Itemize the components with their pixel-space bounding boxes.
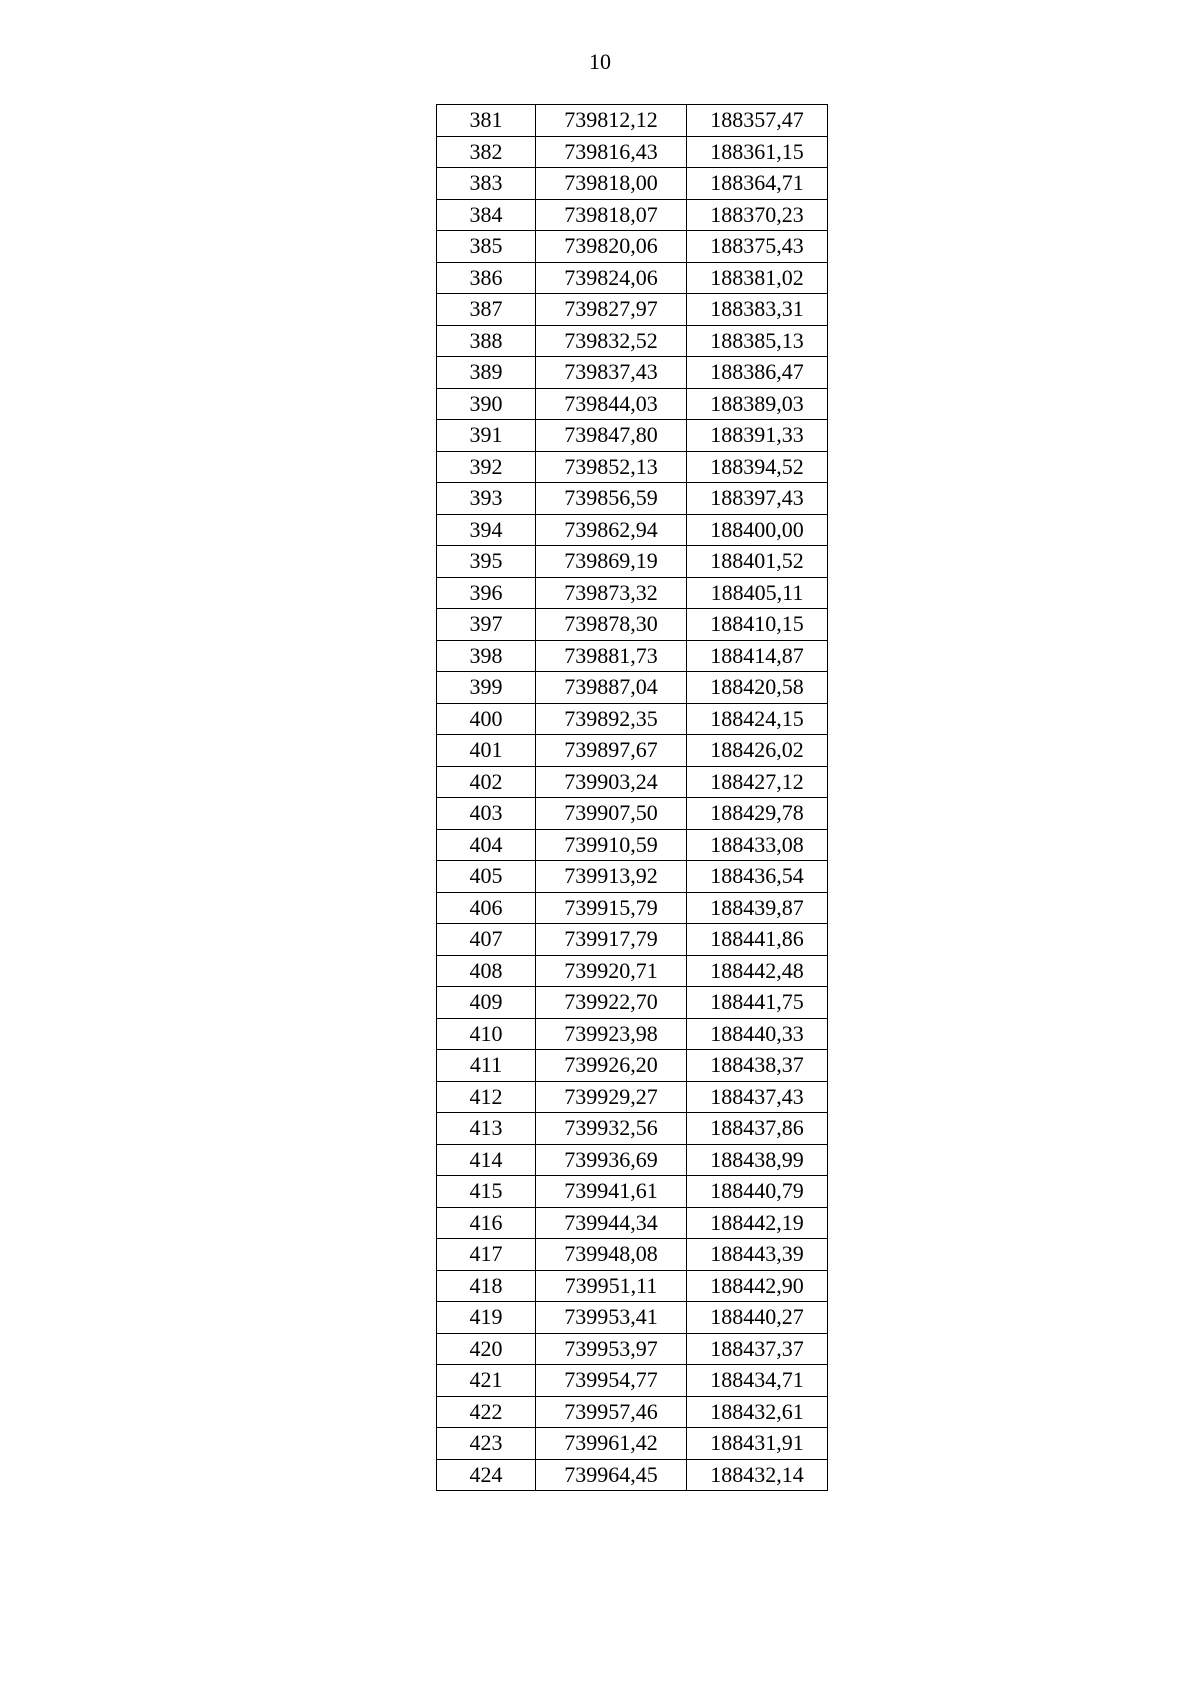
table-row [437, 829, 828, 861]
point-number-cell: 390 [437, 388, 536, 420]
table-row [437, 1081, 828, 1113]
table-row [437, 1302, 828, 1334]
x-coordinate-cell: 739878,30 [536, 609, 687, 641]
y-coordinate-cell: 188391,33 [687, 420, 828, 452]
y-coordinate-cell: 188431,91 [687, 1428, 828, 1460]
table-row [437, 1396, 828, 1428]
table-row [437, 892, 828, 924]
table-row [437, 672, 828, 704]
point-number-cell: 399 [437, 672, 536, 704]
table-row [437, 388, 828, 420]
x-coordinate-cell: 739953,41 [536, 1302, 687, 1334]
point-number-cell: 412 [437, 1081, 536, 1113]
x-coordinate-cell: 739929,27 [536, 1081, 687, 1113]
table-row [437, 1018, 828, 1050]
point-number-cell: 387 [437, 294, 536, 326]
x-coordinate-cell: 739881,73 [536, 640, 687, 672]
table-row [437, 1113, 828, 1145]
x-coordinate-cell: 739812,12 [536, 105, 687, 137]
point-number-cell: 417 [437, 1239, 536, 1271]
table-row [437, 231, 828, 263]
table-row [437, 514, 828, 546]
point-number-cell: 414 [437, 1144, 536, 1176]
y-coordinate-cell: 188381,02 [687, 262, 828, 294]
table-row [437, 262, 828, 294]
x-coordinate-cell: 739887,04 [536, 672, 687, 704]
point-number-cell: 401 [437, 735, 536, 767]
table-row [437, 1207, 828, 1239]
y-coordinate-cell: 188375,43 [687, 231, 828, 263]
x-coordinate-cell: 739951,11 [536, 1270, 687, 1302]
y-coordinate-cell: 188441,86 [687, 924, 828, 956]
x-coordinate-cell: 739869,19 [536, 546, 687, 578]
point-number-cell: 394 [437, 514, 536, 546]
y-coordinate-cell: 188361,15 [687, 136, 828, 168]
y-coordinate-cell: 188420,58 [687, 672, 828, 704]
table-row [437, 325, 828, 357]
y-coordinate-cell: 188441,75 [687, 987, 828, 1019]
x-coordinate-cell: 739847,80 [536, 420, 687, 452]
point-number-cell: 423 [437, 1428, 536, 1460]
y-coordinate-cell: 188438,99 [687, 1144, 828, 1176]
table-row [437, 483, 828, 515]
point-number-cell: 400 [437, 703, 536, 735]
point-number-cell: 415 [437, 1176, 536, 1208]
y-coordinate-cell: 188437,86 [687, 1113, 828, 1145]
point-number-cell: 424 [437, 1459, 536, 1491]
point-number-cell: 409 [437, 987, 536, 1019]
y-coordinate-cell: 188439,87 [687, 892, 828, 924]
x-coordinate-cell: 739873,32 [536, 577, 687, 609]
y-coordinate-cell: 188389,03 [687, 388, 828, 420]
table-row [437, 924, 828, 956]
x-coordinate-cell: 739827,97 [536, 294, 687, 326]
y-coordinate-cell: 188440,79 [687, 1176, 828, 1208]
x-coordinate-cell: 739957,46 [536, 1396, 687, 1428]
table-row [437, 735, 828, 767]
page-number: 10 [589, 49, 611, 74]
table-row [437, 609, 828, 641]
y-coordinate-cell: 188436,54 [687, 861, 828, 893]
table-row [437, 451, 828, 483]
table-row [437, 861, 828, 893]
y-coordinate-cell: 188426,02 [687, 735, 828, 767]
y-coordinate-cell: 188410,15 [687, 609, 828, 641]
table-row [437, 294, 828, 326]
y-coordinate-cell: 188429,78 [687, 798, 828, 830]
y-coordinate-cell: 188440,27 [687, 1302, 828, 1334]
point-number-cell: 398 [437, 640, 536, 672]
y-coordinate-cell: 188386,47 [687, 357, 828, 389]
x-coordinate-cell: 739837,43 [536, 357, 687, 389]
table-row [437, 1333, 828, 1365]
table-row [437, 955, 828, 987]
point-number-cell: 395 [437, 546, 536, 578]
y-coordinate-cell: 188357,47 [687, 105, 828, 137]
y-coordinate-cell: 188397,43 [687, 483, 828, 515]
x-coordinate-cell: 739964,45 [536, 1459, 687, 1491]
x-coordinate-cell: 739862,94 [536, 514, 687, 546]
point-number-cell: 418 [437, 1270, 536, 1302]
point-number-cell: 385 [437, 231, 536, 263]
x-coordinate-cell: 739948,08 [536, 1239, 687, 1271]
point-number-cell: 416 [437, 1207, 536, 1239]
y-coordinate-cell: 188385,13 [687, 325, 828, 357]
table-row [437, 546, 828, 578]
y-coordinate-cell: 188432,14 [687, 1459, 828, 1491]
point-number-cell: 391 [437, 420, 536, 452]
point-number-cell: 405 [437, 861, 536, 893]
x-coordinate-cell: 739910,59 [536, 829, 687, 861]
x-coordinate-cell: 739961,42 [536, 1428, 687, 1460]
y-coordinate-cell: 188427,12 [687, 766, 828, 798]
point-number-cell: 419 [437, 1302, 536, 1334]
table-row [437, 1365, 828, 1397]
y-coordinate-cell: 188434,71 [687, 1365, 828, 1397]
y-coordinate-cell: 188424,15 [687, 703, 828, 735]
point-number-cell: 408 [437, 955, 536, 987]
point-number-cell: 407 [437, 924, 536, 956]
x-coordinate-cell: 739818,00 [536, 168, 687, 200]
table-row [437, 640, 828, 672]
x-coordinate-cell: 739897,67 [536, 735, 687, 767]
table-row [437, 1270, 828, 1302]
table-row [437, 798, 828, 830]
point-number-cell: 402 [437, 766, 536, 798]
x-coordinate-cell: 739856,59 [536, 483, 687, 515]
x-coordinate-cell: 739852,13 [536, 451, 687, 483]
table-row [437, 199, 828, 231]
point-number-cell: 386 [437, 262, 536, 294]
point-number-cell: 406 [437, 892, 536, 924]
x-coordinate-cell: 739844,03 [536, 388, 687, 420]
table-row [437, 136, 828, 168]
x-coordinate-cell: 739892,35 [536, 703, 687, 735]
y-coordinate-cell: 188437,37 [687, 1333, 828, 1365]
table-row [437, 168, 828, 200]
table-row [437, 703, 828, 735]
point-number-cell: 393 [437, 483, 536, 515]
table-row [437, 1459, 828, 1491]
point-number-cell: 410 [437, 1018, 536, 1050]
y-coordinate-cell: 188383,31 [687, 294, 828, 326]
x-coordinate-cell: 739913,92 [536, 861, 687, 893]
x-coordinate-cell: 739941,61 [536, 1176, 687, 1208]
y-coordinate-cell: 188442,48 [687, 955, 828, 987]
y-coordinate-cell: 188433,08 [687, 829, 828, 861]
table-row [437, 420, 828, 452]
point-number-cell: 388 [437, 325, 536, 357]
x-coordinate-cell: 739932,56 [536, 1113, 687, 1145]
table-row [437, 1176, 828, 1208]
x-coordinate-cell: 739824,06 [536, 262, 687, 294]
point-number-cell: 420 [437, 1333, 536, 1365]
coordinates-table-body [437, 105, 828, 1491]
x-coordinate-cell: 739903,24 [536, 766, 687, 798]
x-coordinate-cell: 739917,79 [536, 924, 687, 956]
point-number-cell: 397 [437, 609, 536, 641]
y-coordinate-cell: 188440,33 [687, 1018, 828, 1050]
table-row [437, 766, 828, 798]
point-number-cell: 392 [437, 451, 536, 483]
table-row [437, 357, 828, 389]
y-coordinate-cell: 188394,52 [687, 451, 828, 483]
point-number-cell: 403 [437, 798, 536, 830]
y-coordinate-cell: 188442,19 [687, 1207, 828, 1239]
y-coordinate-cell: 188405,11 [687, 577, 828, 609]
x-coordinate-cell: 739923,98 [536, 1018, 687, 1050]
y-coordinate-cell: 188370,23 [687, 199, 828, 231]
x-coordinate-cell: 739907,50 [536, 798, 687, 830]
x-coordinate-cell: 739915,79 [536, 892, 687, 924]
x-coordinate-cell: 739936,69 [536, 1144, 687, 1176]
x-coordinate-cell: 739818,07 [536, 199, 687, 231]
x-coordinate-cell: 739820,06 [536, 231, 687, 263]
point-number-cell: 384 [437, 199, 536, 231]
y-coordinate-cell: 188438,37 [687, 1050, 828, 1082]
point-number-cell: 411 [437, 1050, 536, 1082]
y-coordinate-cell: 188400,00 [687, 514, 828, 546]
y-coordinate-cell: 188414,87 [687, 640, 828, 672]
y-coordinate-cell: 188442,90 [687, 1270, 828, 1302]
point-number-cell: 381 [437, 105, 536, 137]
y-coordinate-cell: 188432,61 [687, 1396, 828, 1428]
point-number-cell: 389 [437, 357, 536, 389]
table-row [437, 1239, 828, 1271]
table-row [437, 1050, 828, 1082]
point-number-cell: 413 [437, 1113, 536, 1145]
x-coordinate-cell: 739953,97 [536, 1333, 687, 1365]
y-coordinate-cell: 188401,52 [687, 546, 828, 578]
x-coordinate-cell: 739922,70 [536, 987, 687, 1019]
coordinates-table [436, 104, 828, 1491]
x-coordinate-cell: 739816,43 [536, 136, 687, 168]
x-coordinate-cell: 739944,34 [536, 1207, 687, 1239]
x-coordinate-cell: 739926,20 [536, 1050, 687, 1082]
x-coordinate-cell: 739954,77 [536, 1365, 687, 1397]
x-coordinate-cell: 739832,52 [536, 325, 687, 357]
x-coordinate-cell: 739920,71 [536, 955, 687, 987]
y-coordinate-cell: 188443,39 [687, 1239, 828, 1271]
point-number-cell: 421 [437, 1365, 536, 1397]
point-number-cell: 383 [437, 168, 536, 200]
point-number-cell: 396 [437, 577, 536, 609]
point-number-cell: 422 [437, 1396, 536, 1428]
table-row [437, 1428, 828, 1460]
table-row [437, 987, 828, 1019]
table-row [437, 577, 828, 609]
point-number-cell: 382 [437, 136, 536, 168]
y-coordinate-cell: 188364,71 [687, 168, 828, 200]
point-number-cell: 404 [437, 829, 536, 861]
table-row [437, 1144, 828, 1176]
table-row [437, 105, 828, 137]
y-coordinate-cell: 188437,43 [687, 1081, 828, 1113]
